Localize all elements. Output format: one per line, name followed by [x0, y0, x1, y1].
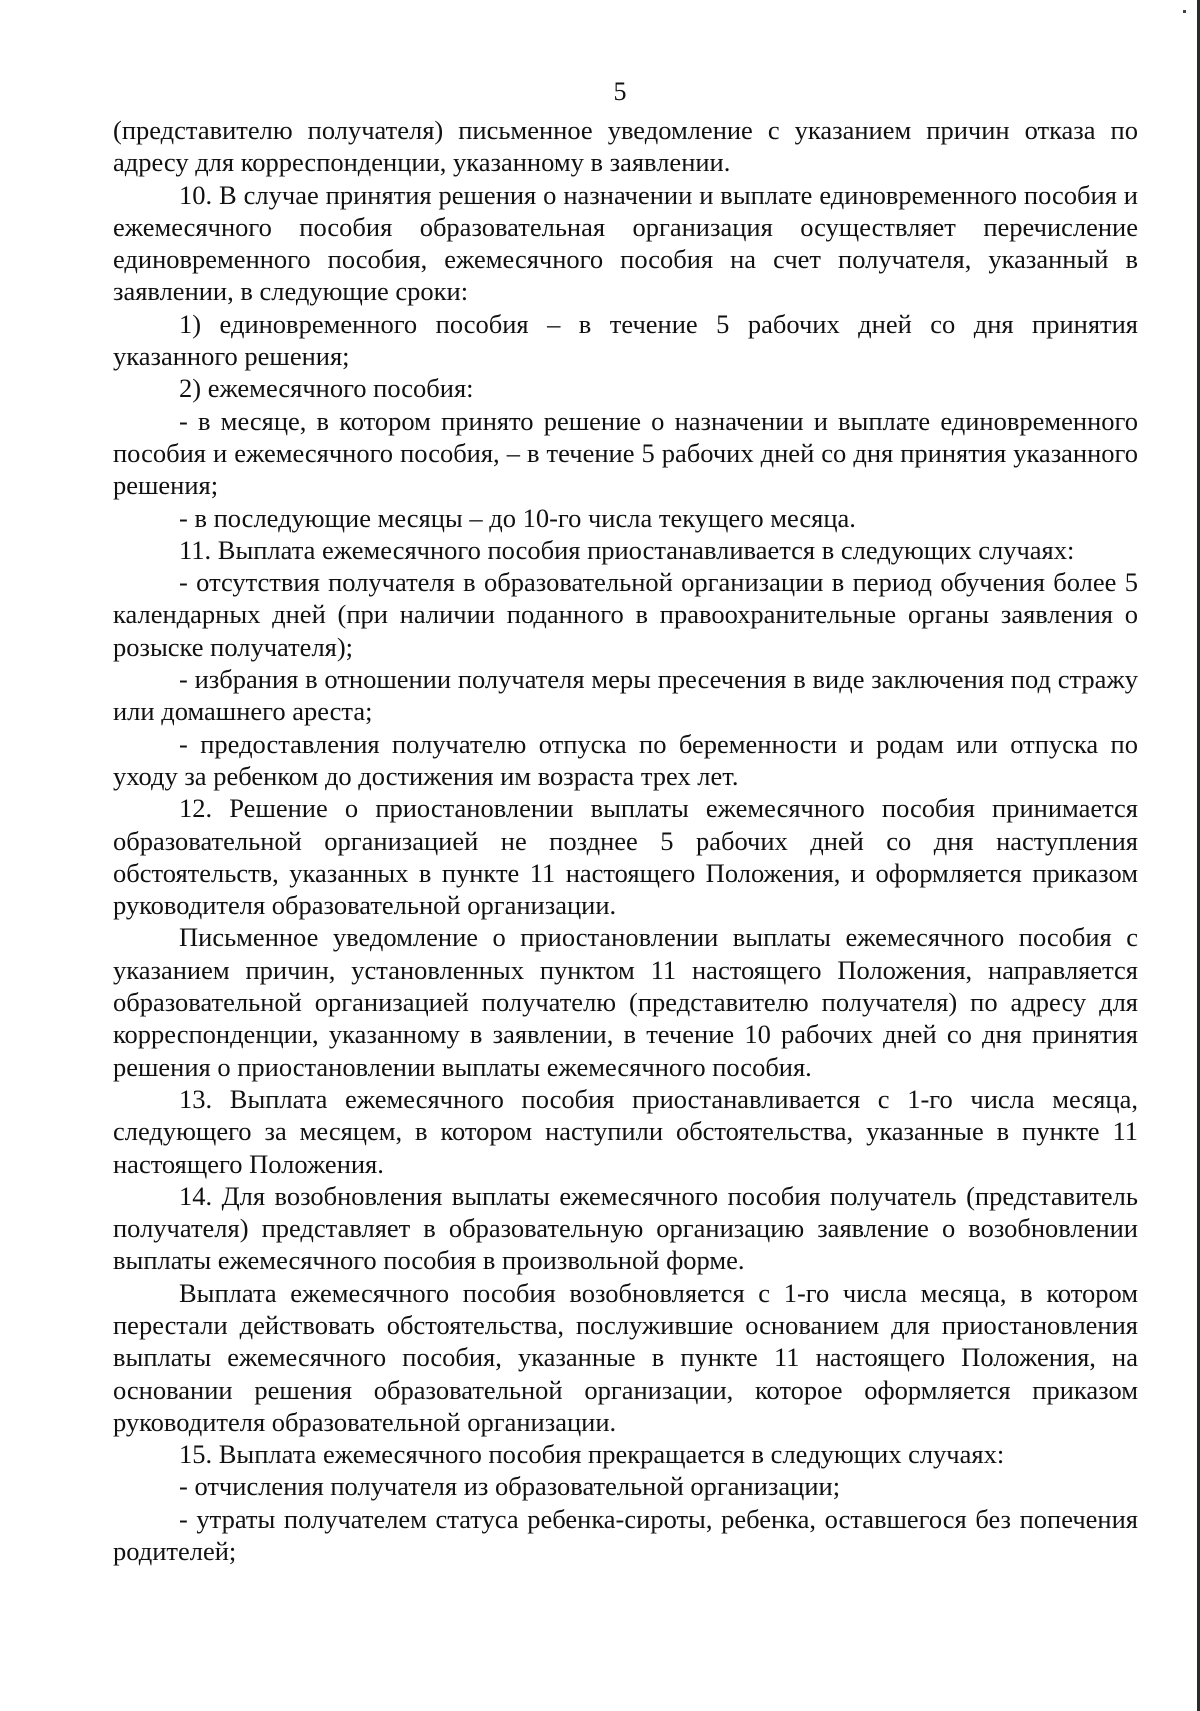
document-body	[113, 114, 1138, 1567]
paragraph-15-dash-1: - отчисления получателя из образовательной организации;	[179, 1471, 841, 1502]
paragraph-10: 10. В случае принятия решения о назначении и выплате единовременного пособия и ежемесячного пособия образовательная организация осуществляет перечисление единовременного пособия, ежемесячного пособия на счет получателя, указанный в заявлении, в следующие сроки:	[113, 179, 1138, 307]
scan-speck	[1183, 10, 1186, 13]
paragraph-12: 12. Решение о приостановлении выплаты ежемесячного пособия принимается образовательной организацией не позднее 5 рабочих дней со дня наступления обстоятельств, указанных в пункте 11 настоящего Положения, и оформляется приказом руководителя образовательной организации.	[113, 793, 1138, 921]
paragraph-15-dash-2: - утраты получателем статуса ребенка-сироты, ребенка, оставшегося без попечения родителей;	[113, 1503, 1138, 1567]
paragraph-12-notice: Письменное уведомление о приостановлении выплаты ежемесячного пособия с указанием причин, установленных пунктом 11 настоящего Положения, направляется образовательной организацией получателю (представителю получателя) по адресу для корреспонденции, указанному в заявлении, в течение 10 рабочих дней со дня принятия решения о приостановлении выплаты ежемесячного пособия.	[113, 922, 1138, 1082]
page-number: 5	[613, 77, 627, 106]
paragraph-13: 13. Выплата ежемесячного пособия приостанавливается с 1-го числа месяца, следующего за месяцем, в котором наступили обстоятельства, указанные в пункте 11 настоящего Положения.	[113, 1083, 1138, 1179]
paragraph-10-item-2-dash-1: - в месяце, в котором принято решение о назначении и выплате единовременного пособия и ежемесячного пособия, – в течение 5 рабочих дней со дня принятия указанного решения;	[113, 405, 1138, 501]
paragraph-10-item-2: 2) ежемесячного пособия:	[179, 373, 474, 404]
paragraph-11: 11. Выплата ежемесячного пособия приостанавливается в следующих случаях:	[179, 534, 1075, 565]
paragraph-10-item-2-dash-2: - в последующие месяцы – до 10-го числа текущего месяца.	[179, 502, 856, 533]
paragraph-continuation: (представителю получателя) письменное уведомление с указанием причин отказа по адресу для корреспонденции, указанному в заявлении.	[113, 115, 1138, 178]
paragraph-10-item-1: 1) единовременного пособия – в течение 5 рабочих дней со дня принятия указанного решения;	[113, 308, 1138, 372]
paragraph-14-resumption: Выплата ежемесячного пособия возобновляется с 1-го числа месяца, в котором перестали действовать обстоятельства, послужившие основанием для приостановления выплаты ежемесячного пособия, указанные в пункте 11 настоящего Положения, на основании решения образовательной организации, которое оформляется приказом руководителя образовательной организации.	[113, 1277, 1138, 1437]
paragraph-11-dash-3: - предоставления получателю отпуска по беременности и родам или отпуска по уходу за ребенком до достижения им возраста трех лет.	[113, 728, 1138, 791]
paragraph-11-dash-2: - избрания в отношении получателя меры пресечения в виде заключения под стражу или домашнего ареста;	[113, 664, 1138, 727]
paragraph-15: 15. Выплата ежемесячного пособия прекращается в следующих случаях:	[179, 1439, 1005, 1470]
paragraph-14: 14. Для возобновления выплаты ежемесячного пособия получатель (представитель получателя) представляет в образовательную организацию заявление о возобновлении выплаты ежемесячного пособия в произвольной форме.	[113, 1180, 1138, 1276]
paragraph-11-dash-1: - отсутствия получателя в образовательной организации в период обучения более 5 календарных дней (при наличии поданного в правоохранительные органы заявления о розыске получателя);	[113, 567, 1138, 662]
